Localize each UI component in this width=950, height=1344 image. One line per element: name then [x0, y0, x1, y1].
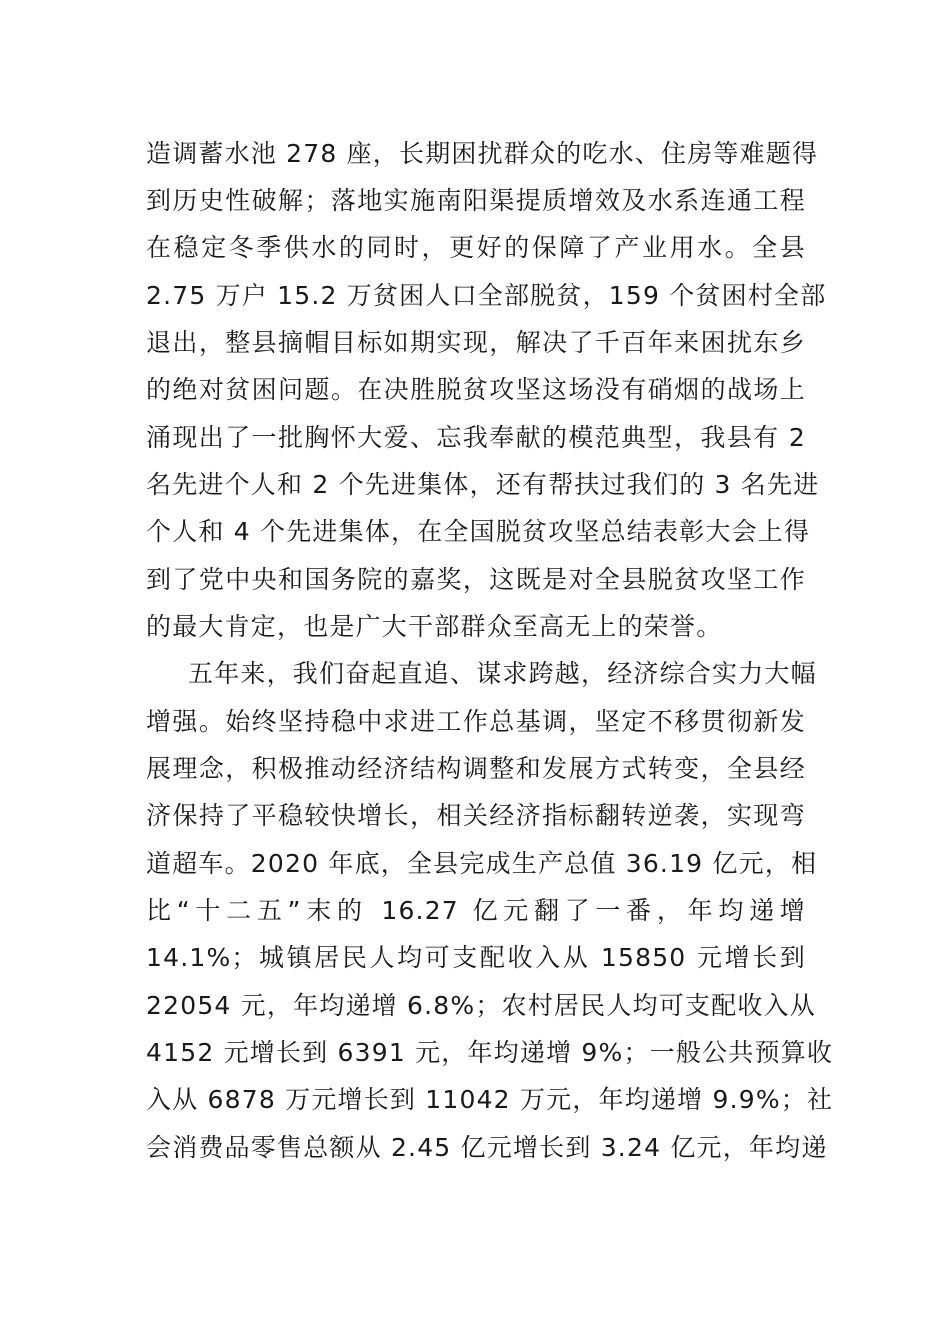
text-line: 道超车。2020 年底，全县完成生产总值 36.19 亿元，相 — [146, 849, 818, 878]
text-line: 济保持了平稳较快增长，相关经济指标翻转逆袭，实现弯 — [146, 801, 806, 830]
text-line: 退出，整县摘帽目标如期实现，解决了千百年来困扰东乡 — [146, 328, 806, 357]
paragraph-first-line: 五年来，我们奋起直追、谋求跨越，经济综合实力大幅 — [188, 659, 817, 688]
text-line: 造调蓄水池 278 座，长期困扰群众的吃水、住房等难题得 — [146, 139, 819, 168]
text-line: 22054 元，年均递增 6.8%；农村居民人均可支配收入从 — [146, 991, 816, 1020]
text-line: 的最大肯定，也是广大干部群众至高无上的荣誉。 — [146, 612, 723, 641]
text-line: 比“十二五”末的 16.27 亿元翻了一番，年均递增 — [146, 896, 806, 925]
text-line: 到历史性破解；落地实施南阳渠提质增效及水系连通工程 — [146, 186, 806, 215]
text-line: 4152 元增长到 6391 元，年均递增 9%；一般公共预算收 — [146, 1038, 834, 1067]
text-line: 14.1%；城镇居民人均可支配收入从 15850 元增长到 — [146, 943, 806, 972]
text-line: 入从 6878 万元增长到 11042 万元，年均递增 9.9%；社 — [146, 1085, 834, 1114]
text-line: 的绝对贫困问题。在决胜脱贫攻坚这场没有硝烟的战场上 — [146, 375, 806, 404]
text-line: 增强。始终坚持稳中求进工作总基调，坚定不移贯彻新发 — [146, 707, 806, 736]
text-line: 会消费品零售总额从 2.45 亿元增长到 3.24 亿元，年均递 — [146, 1133, 828, 1162]
text-line: 名先进个人和 2 个先进集体，还有帮扶过我们的 3 名先进 — [146, 470, 820, 499]
text-line: 到了党中央和国务院的嘉奖，这既是对全县脱贫攻坚工作 — [146, 565, 806, 594]
text-line: 展理念，积极推动经济结构调整和发展方式转变，全县经 — [146, 754, 806, 783]
text-line: 2.75 万户 15.2 万贫困人口全部脱贫，159 个贫困村全部 — [146, 281, 827, 310]
text-line: 涌现出了一批胸怀大爱、忘我奉献的模范典型，我县有 2 — [146, 423, 806, 452]
text-line: 个人和 4 个先进集体，在全国脱贫攻坚总结表彰大会上得 — [146, 517, 811, 546]
text-line: 在稳定冬季供水的同时，更好的保障了产业用水。全县 — [146, 233, 806, 262]
